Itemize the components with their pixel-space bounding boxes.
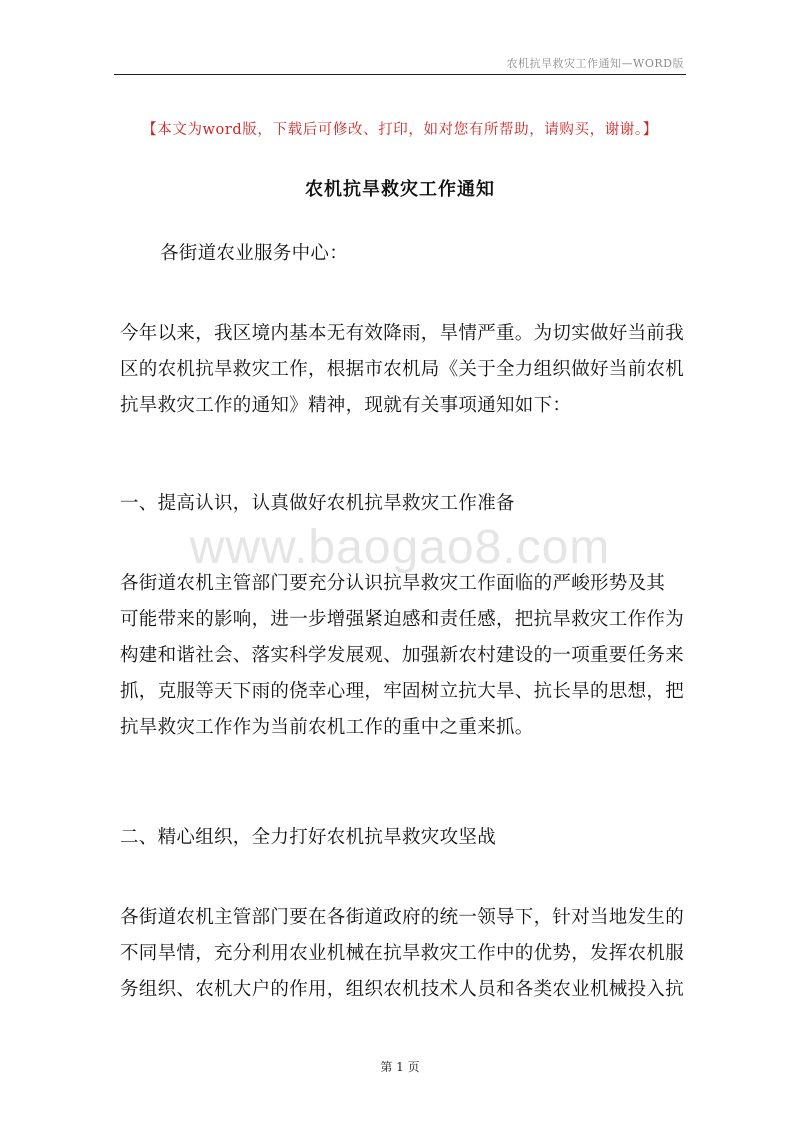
paragraph-line: 可能带来的影响，进一步增强紧迫感和责任感，把抗旱救灾工作作为 [120,609,685,630]
section-heading-2: 二、精心组织，全力打好农机抗旱救灾攻坚战 [120,827,497,848]
paragraph-line: 区的农机抗旱救灾工作，根据市农机局《关于全力组织做好当前农机 [120,359,685,380]
paragraph-line: 抓，克服等天下雨的侥幸心理，牢固树立抗大旱、抗长旱的思想，把 [120,681,685,702]
paragraph-line: 今年以来，我区境内基本无有效降雨，旱情严重。为切实做好当前我 [120,323,685,344]
paragraph-line: 不同旱情，充分利用农业机械在抗旱救灾工作中的优势，发挥农机服 [120,943,685,964]
document-title: 农机抗旱救灾工作通知 [305,179,495,200]
header-divider [114,74,686,75]
paragraph-1 [120,316,686,424]
running-header: 农机抗旱救灾工作通知—WORD版 [506,57,684,70]
paragraph-3 [120,900,686,1008]
paragraph-line: 抗旱救灾工作的通知》精神，现就有关事项通知如下： [120,395,572,416]
paragraph-line: 务组织、农机大户的作用，组织农机技术人员和各类农业机械投入抗 [120,979,685,1000]
paragraph-line: 抗旱救灾工作作为当前农机工作的重中之重来抓。 [120,717,534,738]
paragraph-line: 各街道农机主管部门要在各街道政府的统一领导下，针对当地发生的 [120,907,685,928]
purchase-notice: 【本文为word版，下载后可修改、打印，如对您有所帮助，请购买，谢谢。】 [142,122,658,138]
section-heading-1: 一、提高认识，认真做好农机抗旱救灾工作准备 [120,493,515,514]
salutation: 各街道农业服务中心： [160,243,349,264]
paragraph-2 [120,566,686,746]
watermark: www.baogao8.com [189,521,611,574]
page-number: 第 1 页 [380,1060,420,1074]
paragraph-line: 各街道农机主管部门要充分认识抗旱救灾工作面临的严峻形势及其 [120,573,666,594]
paragraph-line: 构建和谐社会、落实科学发展观、加强新农村建设的一项重要任务来 [120,645,685,666]
